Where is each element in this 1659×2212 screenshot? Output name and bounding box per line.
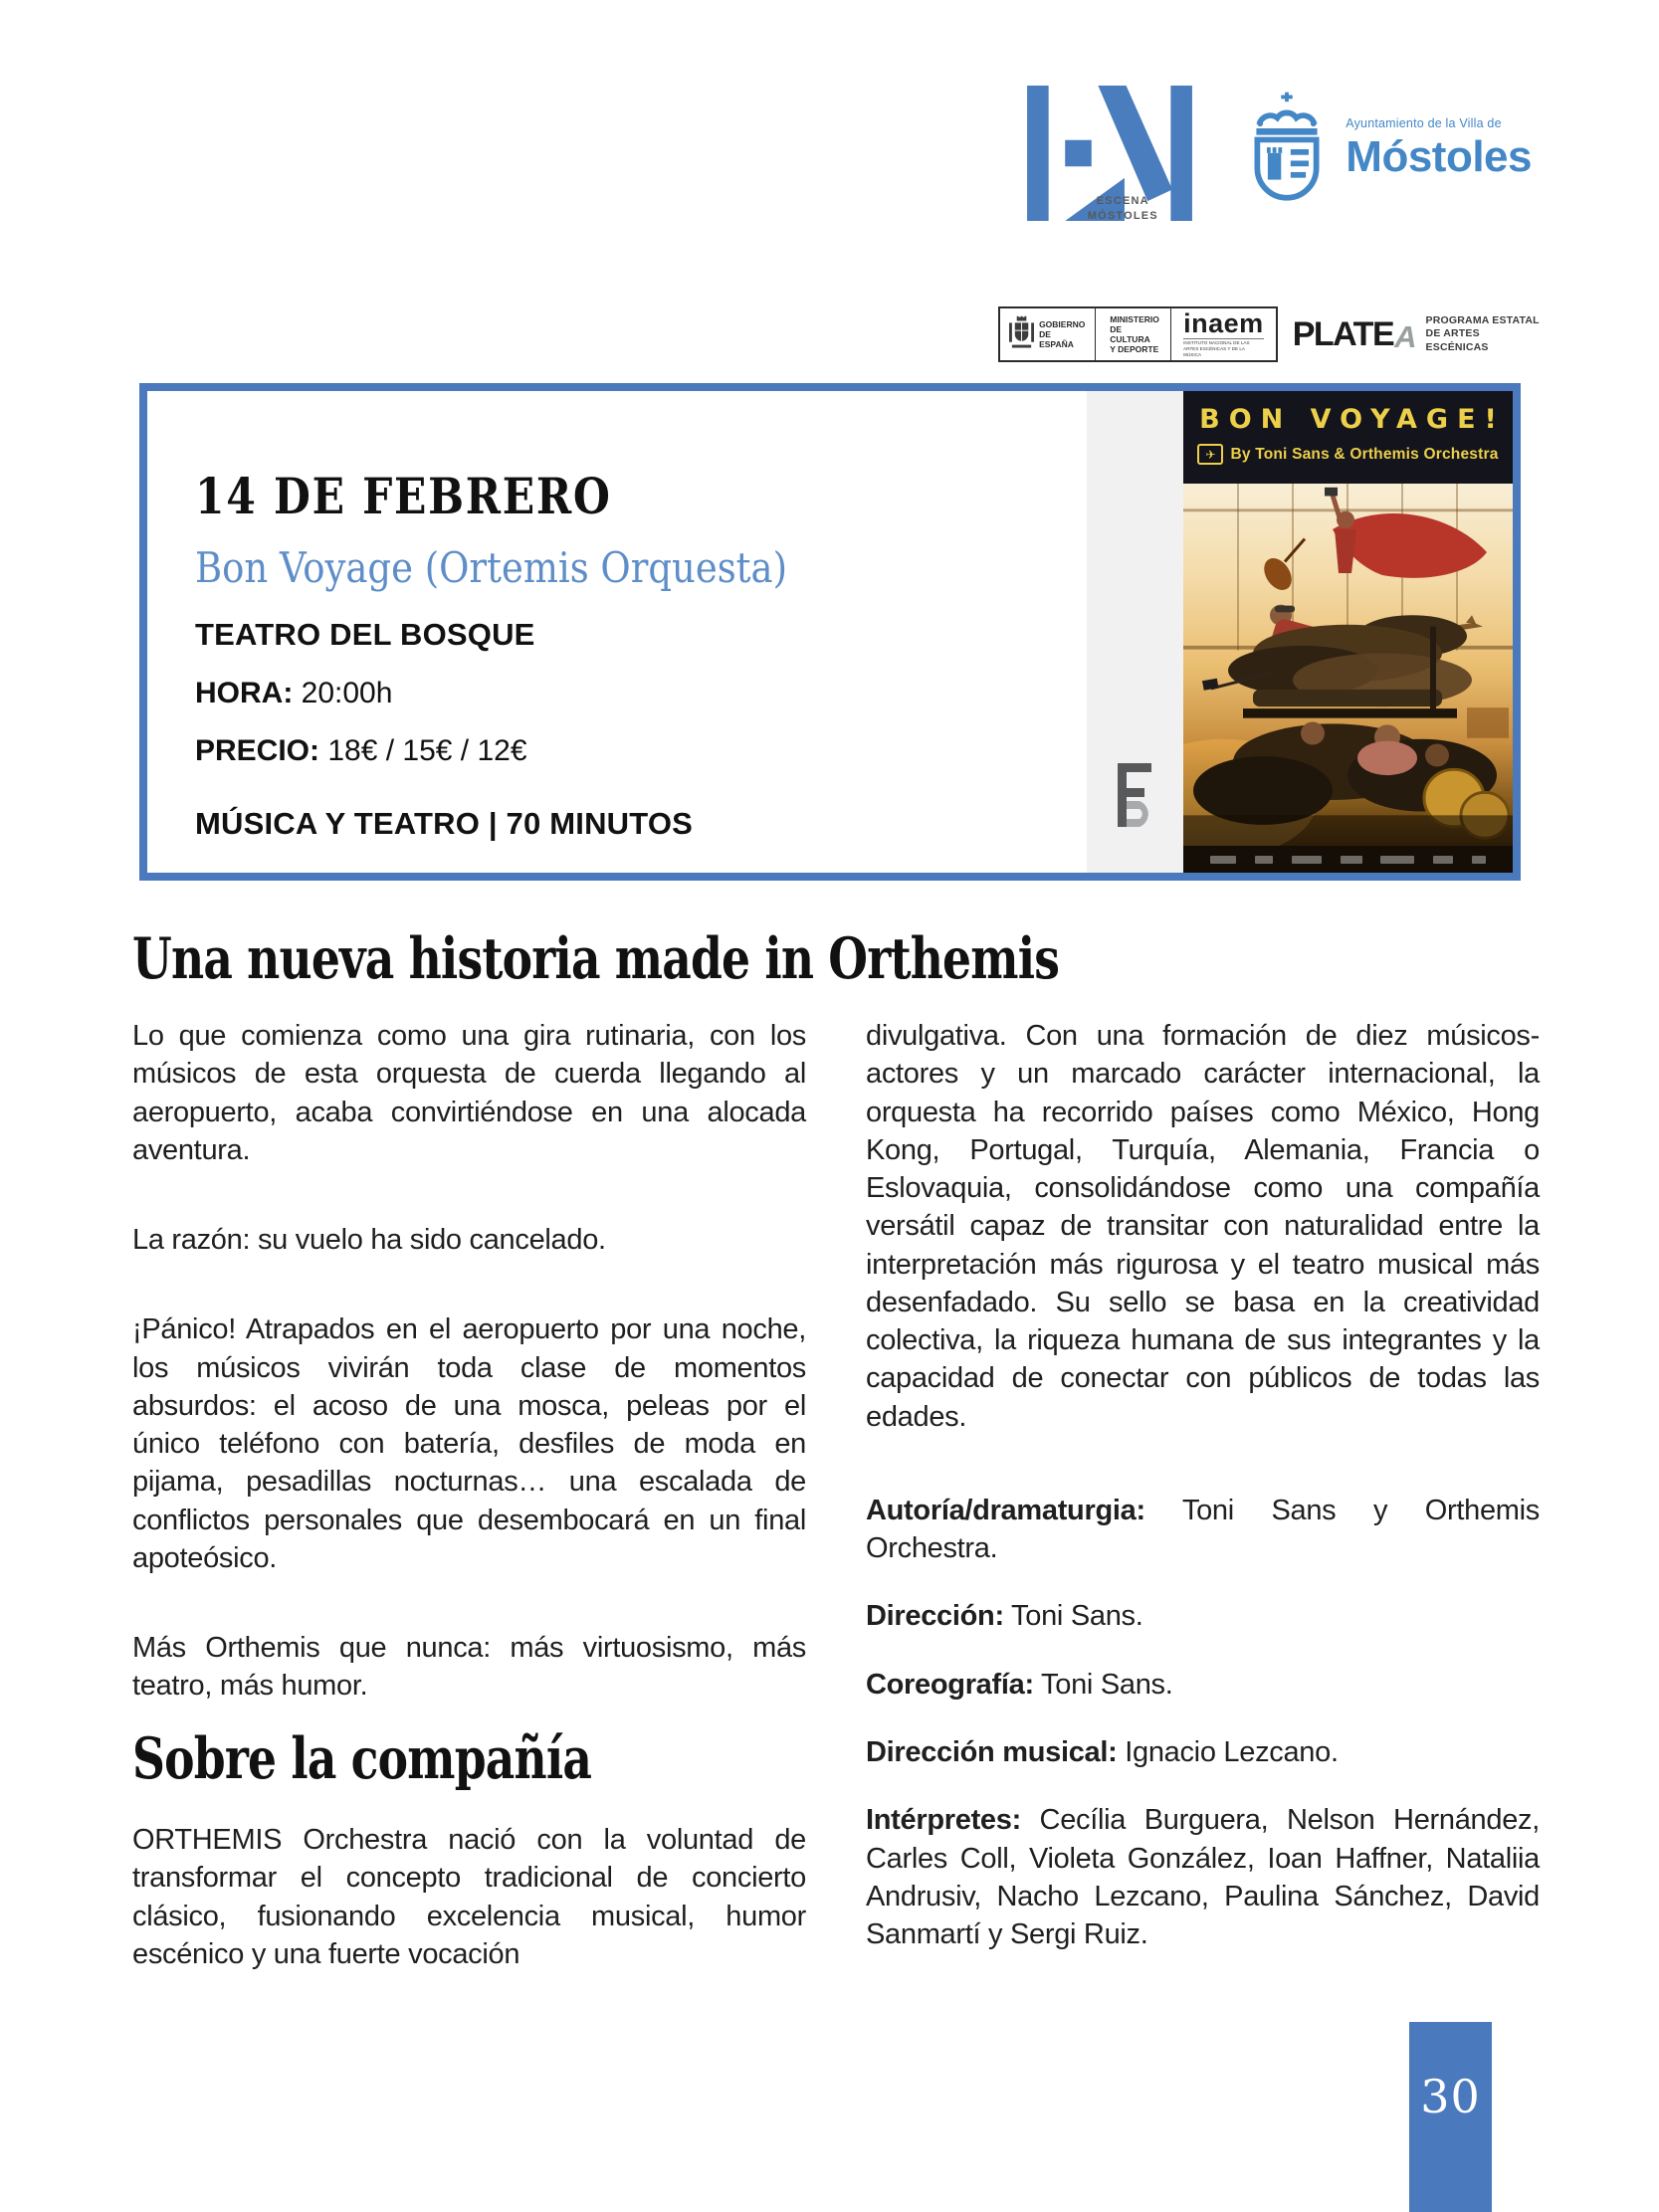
event-title: Bon Voyage (Ortemis Orquesta) (195, 542, 787, 592)
company-column (132, 1821, 806, 2025)
show-paragraph: Más Orthemis que nunca: más virtuosismo, más teatro, más humor. (132, 1632, 806, 1703)
credit-label: Autoría/dramaturgia: (866, 1494, 1145, 1526)
ministerio-cultura-logo (1096, 308, 1171, 360)
poster-sponsor-mark (1341, 856, 1362, 864)
poster-sponsor-mark (1210, 856, 1236, 864)
gobierno-espana-logo (1000, 308, 1096, 360)
event-card (139, 383, 1521, 881)
credit-authorship (866, 1492, 1540, 1568)
ministerio-line: Y DEPORTE (1110, 344, 1159, 355)
credit-value: Toni Sans y Orthemis Orchestra. (866, 1494, 1540, 1565)
platea-a-glyph: A (1394, 319, 1417, 354)
price-value: 18€ / 15€ / 12€ (319, 733, 527, 767)
event-venue: TEATRO DEL BOSQUE (195, 616, 535, 652)
poster-title: BON VOYAGE! (1199, 404, 1506, 435)
credit-value: Cecília Burguera, Nelson Hernández, Carles Coll, Violeta González, Ioan Haffner, Nataliia Andrusiv, Nacho Lezcano, Paulina Sánchez, David Sanmartí y Sergi Ruiz. (866, 1804, 1540, 1951)
eb-monogram-icon (1116, 763, 1155, 829)
poster-sponsor-mark (1472, 856, 1486, 864)
card-gray-strip (1087, 391, 1183, 873)
credit-value: Ignacio Lezcano. (1117, 1735, 1339, 1768)
poster-sponsor-mark (1292, 856, 1322, 864)
mostoles-shield-icon (1244, 92, 1330, 207)
poster-sponsor-mark (1433, 856, 1453, 864)
gobierno-line: DE ESPAÑA (1039, 328, 1074, 350)
event-poster (1183, 391, 1513, 873)
plane-icon: ✈ (1197, 444, 1223, 465)
poster-subtitle-row (1183, 444, 1513, 465)
credit-direction (866, 1597, 1540, 1635)
section-heading-show: Una nueva historia made in Orthemis (132, 925, 1060, 992)
event-info (147, 391, 1087, 873)
inaem-subtitle (1183, 338, 1264, 357)
credit-label: Coreografía: (866, 1668, 1034, 1701)
show-paragraph: Lo que comienza como una gira rutinaria, con los músicos de esta orquesta de cuerda llegando al aeropuerto, acaba convirtiéndose en una alocada aventura. (132, 1020, 806, 1166)
poster-sponsor-mark (1255, 856, 1273, 864)
platea-subtitle-line: PROGRAMA ESTATAL (1425, 314, 1540, 327)
credit-performers (866, 1801, 1540, 1953)
ayuntamiento-mostoles-logo (1244, 92, 1532, 207)
credit-value: Toni Sans. (1033, 1668, 1173, 1701)
sponsor-bar (998, 306, 1541, 362)
event-genre-duration: MÚSICA Y TEATRO | 70 MINUTOS (195, 805, 694, 841)
event-price (195, 734, 1087, 768)
government-logos-box (998, 306, 1278, 362)
inaem-wordmark: inaem (1183, 307, 1264, 338)
event-time (195, 677, 1087, 710)
escena-mostoles-logo (1027, 86, 1192, 225)
page-number-box (1409, 2022, 1492, 2212)
credit-choreography (866, 1666, 1540, 1704)
section-heading-company: Sobre la compañía (132, 1725, 592, 1792)
price-label: PRECIO: (195, 733, 320, 767)
spain-coat-of-arms-icon (1009, 315, 1034, 353)
ayuntamiento-line: Ayuntamiento de la Villa de (1346, 116, 1502, 130)
company-paragraph: ORTHEMIS Orchestra nació con la voluntad de transformar el concepto tradicional de concierto clásico, fusionando excelencia musical, humor escénico y una fuerte vocación (132, 1824, 806, 1970)
event-date: 14 DE FEBRERO (195, 467, 612, 525)
poster-scene (1183, 484, 1513, 846)
poster-sponsor-band (1183, 846, 1513, 873)
ministerio-text (1110, 314, 1161, 355)
credit-value: Toni Sans. (1003, 1600, 1143, 1633)
escena-line: ESCENA (1096, 195, 1149, 208)
mostoles-line: MÓSTOLES (1087, 209, 1158, 222)
inaem-subtitle-line: INSTITUTO NACIONAL DE LAS (1183, 340, 1250, 346)
inaem-subtitle-line: ARTES ESCÉNICAS Y DE LA MÚSICA (1183, 345, 1245, 357)
platea-logo (1293, 314, 1541, 353)
credit-label: Dirección musical: (866, 1735, 1118, 1768)
time-label: HORA: (195, 676, 294, 709)
poster-sponsor-mark (1380, 856, 1414, 864)
header-logos (1027, 86, 1532, 225)
time-value: 20:00h (293, 676, 393, 709)
inaem-logo (1171, 308, 1276, 360)
article-right-column (866, 1017, 1540, 1983)
poster-photo (1183, 484, 1513, 846)
mostoles-name: Móstoles (1346, 132, 1532, 181)
platea-wordmark: PLATE (1292, 314, 1394, 353)
ministerio-line: MINISTERIO (1110, 313, 1159, 324)
gobierno-line: GOBIERNO (1039, 318, 1086, 329)
show-paragraph: ¡Pánico! Atrapados en el aeropuerto por una noche, los músicos vivirán toda clase de momentos absurdos: el acoso de una mosca, peleas por el único teléfono con batería, desfiles de moda en pijama, pesadillas nocturnas… una escalada de conflictos personales que desembocará en un final apoteósico. (132, 1313, 806, 1574)
poster-title-band (1183, 391, 1513, 484)
company-paragraph-continued: divulgativa. Con una formación de diez músicos-actores y un marcado carácter internacional, la orquesta ha recorrido países como México, Hong Kong, Portugal, Turquía, Alemania, Francia o Eslovaquia, consolidándose como una compañía versátil capaz de transitar con naturalidad entre la interpretación más rigurosa y el teatro musical más desenfadado. Su sello se basa en la creatividad colectiva, la riqueza humana de sus integrantes y la capacidad de conectar con públicos de todas las edades. (866, 1020, 1540, 1433)
platea-subtitle (1426, 314, 1541, 353)
ministerio-line: DE CULTURA (1110, 323, 1150, 344)
credit-label: Dirección: (866, 1600, 1004, 1633)
page-number: 30 (1420, 2070, 1481, 2123)
platea-subtitle-line: DE ARTES ESCÉNICAS (1425, 327, 1489, 353)
escena-mostoles-wordmark (1079, 194, 1166, 223)
credit-musical-direction (866, 1733, 1540, 1771)
ayuntamiento-wordmark (1346, 116, 1532, 182)
article-left-column (132, 1017, 806, 1757)
gobierno-espana-text (1039, 319, 1086, 350)
poster-subtitle: By Toni Sans & Orthemis Orchestra (1230, 445, 1499, 463)
credit-label: Intérpretes: (866, 1804, 1021, 1837)
show-paragraph: La razón: su vuelo ha sido cancelado. (132, 1224, 606, 1257)
